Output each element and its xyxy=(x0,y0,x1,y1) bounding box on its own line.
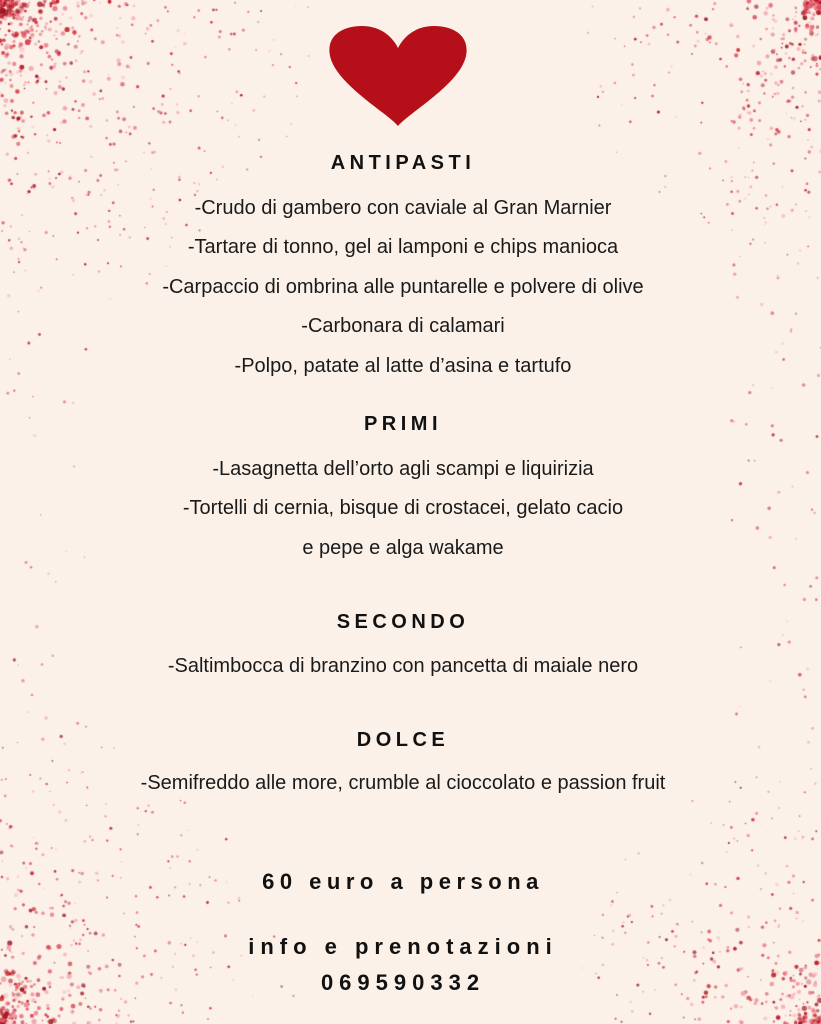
menu-item: -Tartare di tonno, gel ai lamponi e chips manioca xyxy=(187,236,619,258)
menu-item: -Semifreddo alle more, crumble al cioccolato e passion fruit xyxy=(140,772,666,794)
price-text: 60 euro a persona xyxy=(262,869,544,894)
menu-item: -Polpo, patate al latte d’asina e tartufo xyxy=(234,355,572,377)
menu-item-continued: e pepe e alga wakame xyxy=(302,537,504,559)
section-title-dolce: DOLCE xyxy=(356,729,450,751)
section-title-primi: PRIMI xyxy=(363,413,443,435)
menu-item: -Crudo di gambero con caviale al Gran Marnier xyxy=(194,197,612,219)
section-title-antipasti: ANTIPASTI xyxy=(330,152,476,174)
heart-icon xyxy=(328,26,468,126)
menu-item: -Saltimbocca di branzino con pancetta di maiale nero xyxy=(167,655,639,677)
menu-item: -Carbonara di calamari xyxy=(301,315,505,337)
info-text: info e prenotazioni xyxy=(248,934,558,959)
menu-item: -Tortelli di cernia, bisque di crostacei, gelato cacio xyxy=(182,497,624,519)
section-title-secondo: SECONDO xyxy=(336,611,470,633)
phone-number: 069590332 xyxy=(320,970,486,995)
menu-item: -Lasagnetta dell’orto agli scampi e liquirizia xyxy=(212,458,594,480)
menu-item: -Carpaccio di ombrina alle puntarelle e polvere di olive xyxy=(162,276,644,298)
